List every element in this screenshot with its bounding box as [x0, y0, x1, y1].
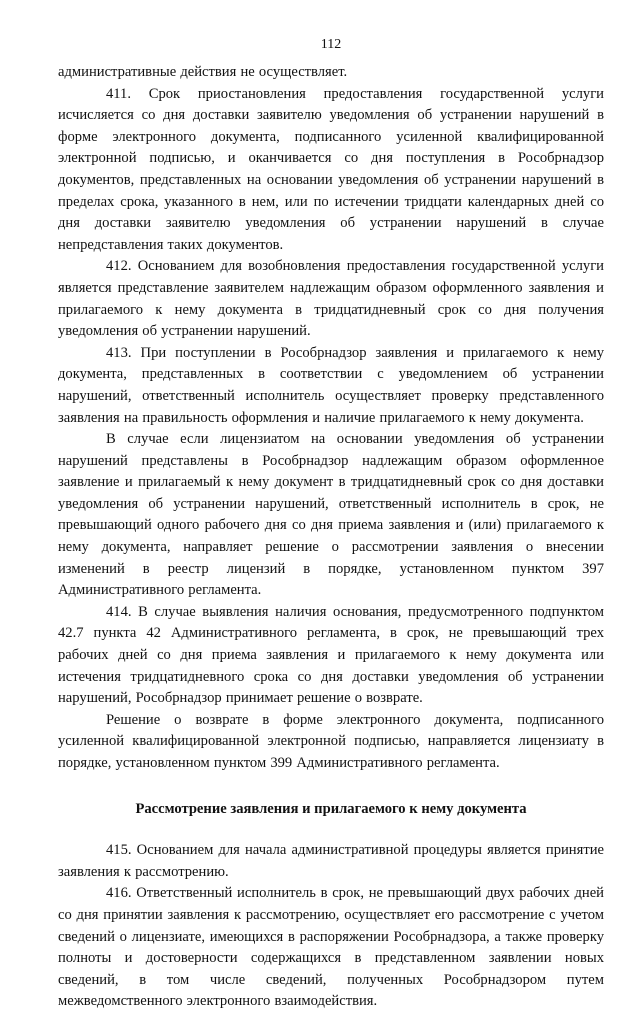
paragraph-412: 412. Основанием для возобновления предоставления государственной услуги является представление заявителем надлежащим образом оформленного заявления и прилагаемого к нему документа в тридцатидневный срок со дня получения уведомления об устранении нарушений.	[58, 258, 604, 340]
paragraph-continuation: административные действия не осуществляет.	[58, 64, 348, 80]
paragraph-413: 413. При поступлении в Рособрнадзор заявления и прилагаемого к нему документа, представленных в соответствии с уведомлением об устранении нарушений, ответственный исполнитель осуществляет проверку представленного заявления на правильность оформления и наличие прилагаемого к нему документа.	[58, 344, 604, 426]
paragraph-414: 414. В случае выявления наличия основания, предусмотренного подпунктом 42.7 пункта 42 Административного регламента, в срок, не превышающий трех рабочих дней со дня приема заявления и прилагаемого к нему документа или истечения тридцатидневного срока со дня доставки уведомления об устранении нарушений, Рособрнадзор принимает решение о возврате.	[58, 603, 604, 707]
paragraph-415: 415. Основанием для начала административной процедуры является принятие заявления к рассмотрению.	[58, 842, 604, 880]
paragraph-413-case: В случае если лицензиатом на основании уведомления об устранении нарушений представлены в Рособрнадзор надлежащим образом оформленное заявление и прилагаемый к нему документ в тридцатидневный срок со дня доставки уведомления об устранении нарушений, ответственный исполнитель в срок, не превышающий одного рабочего дня со дня приема заявления и (или) прилагаемого к нему документа, направляет решение о рассмотрении заявления о внесении изменений в реестр лицензий в порядке, установленном пунктом 397 Административного регламента.	[58, 431, 604, 599]
page-number: 112	[320, 37, 342, 52]
section-heading: Рассмотрение заявления и прилагаемого к нему документа	[135, 800, 527, 817]
paragraph-411: 411. Срок приостановления предоставления государственной услуги исчисляется со дня доставки заявителю уведомления об устранении нарушений в форме электронного документа, подписанного усиленной квалифицированной электронной подписью, и оканчивается со дня поступления в Рособрнадзор документов, представленных на основании уведомления об устранении нарушений в пределах срока, указанного в нем, или по истечении тридцати календарных дней со дня доставки заявителю уведомления об устранении нарушений в случае непредставления таких документов.	[58, 85, 604, 253]
paragraph-416: 416. Ответственный исполнитель в срок, не превышающий двух рабочих дней со дня принятии заявления к рассмотрению, осуществляет его рассмотрение с учетом сведений о лицензиате, имеющихся в распоряжении Рособрнадзора, а также проверку полноты и достоверности содержащихся в представленном заявлении новых сведений, в том числе сведений, полученных Рособрнадзором путем межведомственного электронного взаимодействия.	[58, 885, 604, 1010]
paragraph-414-return-decision: Решение о возврате в форме электронного документа, подписанного усиленной квалифицированной электронной подписью, направляется лицензиату в порядке, установленном пунктом 399 Административного регламента.	[58, 711, 604, 771]
